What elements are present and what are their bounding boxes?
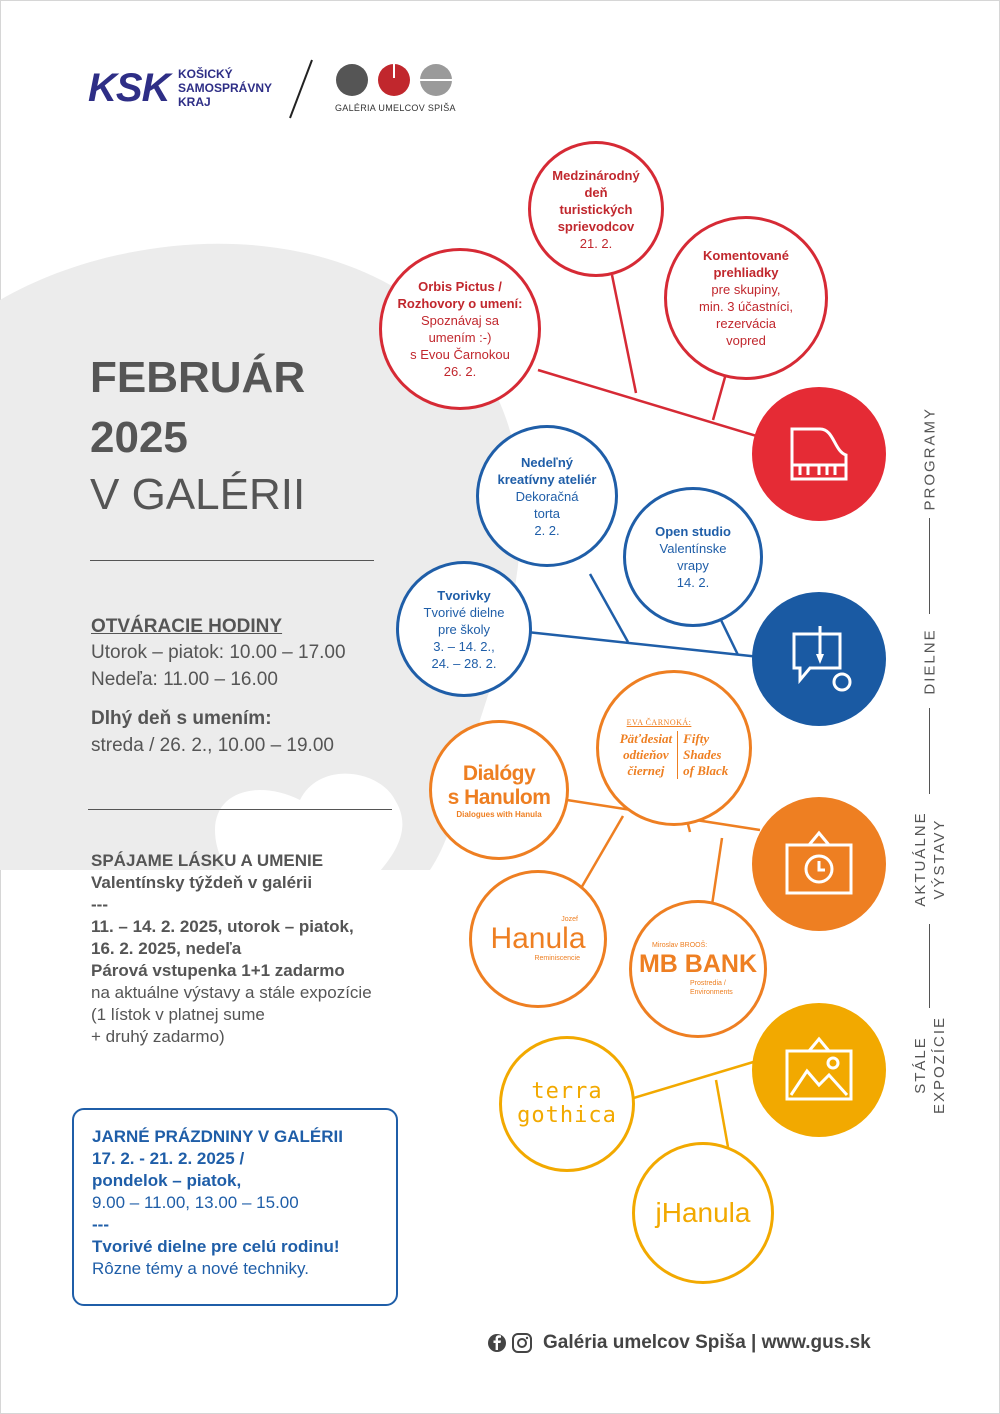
footer-text[interactable]: Galéria umelcov Spiša | www.gus.sk — [543, 1332, 871, 1353]
program-guided-tours: Komentované prehliadky pre skupiny, min. 3 účastníci, rezervácia vopred — [664, 216, 828, 380]
gallery-logo-icon — [334, 62, 454, 102]
workshops-icon-circle — [752, 592, 886, 726]
opening-hours: OTVÁRACIE HODINY Utorok – piatok: 10.00 – 17.00 Nedeľa: 11.00 – 16.00 Dlhý deň s umením: streda / 26. 2., 10.00 – 19.00 — [91, 616, 346, 756]
program-orbis-pictus: Orbis Pictus / Rozhovory o umení: Spoznávaj sa umením :-) s Evou Čarnokou 26. 2. — [379, 248, 541, 410]
workshop-tvorivky: Tvorivky Tvorivé dielne pre školy 3. – 14. 2., 24. – 28. 2. — [396, 561, 532, 697]
facebook-icon[interactable] — [488, 1334, 506, 1352]
instagram-icon[interactable] — [513, 1334, 531, 1352]
side-divider — [929, 518, 930, 614]
exhibition-hanula-reminiscencie: Jozef Hanula Reminiscencie — [469, 870, 607, 1008]
permanent-icon-circle — [752, 1003, 886, 1137]
exhibition-mb-bank: Miroslav BROOŠ: MB BANK Prostredia / Environments — [629, 900, 767, 1038]
exhibitions-icon-circle — [752, 797, 886, 931]
exhibition-dialogy: Dialógy s Hanulom Dialogues with Hanula — [429, 720, 569, 860]
page-title: FEBRUÁR 2025 — [90, 353, 306, 462]
side-label-aktualne-vystavy: AKTUÁLNE VÝSTAVY — [912, 811, 948, 907]
spring-holidays-text: JARNÉ PRÁZDNINY V GALÉRII 17. 2. - 21. 2. 2025 / pondelok – piatok, 9.00 – 11.00, 13.00 – 15.00 --- Tvorivé dielne pre celú rodinu! Rôzne témy a nové techniky. — [92, 1127, 343, 1278]
permanent-terra-gothica: terra gothica — [499, 1036, 635, 1172]
page-subtitle: V GALÉRII — [90, 470, 306, 519]
divider — [90, 560, 374, 561]
piano-icon — [784, 423, 854, 485]
paint-brush-icon — [784, 624, 854, 694]
ksk-logo-mark: KSK — [88, 66, 170, 110]
program-guides-day: Medzinárodný deň turistických sprievodcov 21. 2. — [528, 141, 664, 277]
workshop-sunday-atelier: Nedeľný kreatívny ateliér Dekoračná torta 2. 2. — [476, 425, 618, 567]
social-icons — [487, 1333, 533, 1353]
framed-picture-icon — [783, 1035, 855, 1105]
programs-icon-circle — [752, 387, 886, 521]
valentine-section: SPÁJAME LÁSKU A UMENIE Valentínsky týždeň v galérii --- 11. – 14. 2. 2025, utorok – piatok, 16. 2. 2025, nedeľa Párová vstupenka 1+1 zadarmo na aktuálne výstavy a stále expozície (1 lístok v platnej sume + druhý zadarmo) — [91, 851, 372, 1046]
logo-divider — [286, 58, 316, 120]
side-divider — [929, 708, 930, 794]
workshop-open-studio: Open studio Valentínske vrapy 14. 2. — [623, 487, 763, 627]
divider — [88, 809, 392, 810]
framed-clock-icon — [783, 829, 855, 899]
side-label-dielne: DIELNE — [921, 628, 939, 695]
gallery-logo-text: GALÉRIA UMELCOV SPIŠA — [335, 103, 456, 113]
side-divider — [929, 924, 930, 1008]
exhibition-fifty-shades: EVA ČARNOKÁ: Päťdesiat odtieňov čiernej Fifty Shades of Black — [596, 670, 752, 826]
permanent-jhanula: jHanula — [632, 1142, 774, 1284]
ksk-logo-text: KOŠICKÝ SAMOSPRÁVNY KRAJ — [178, 67, 273, 109]
side-label-programy: PROGRAMY — [921, 406, 939, 511]
side-label-stale-expozicie: STÁLE EXPOZÍCIE — [912, 1015, 948, 1115]
